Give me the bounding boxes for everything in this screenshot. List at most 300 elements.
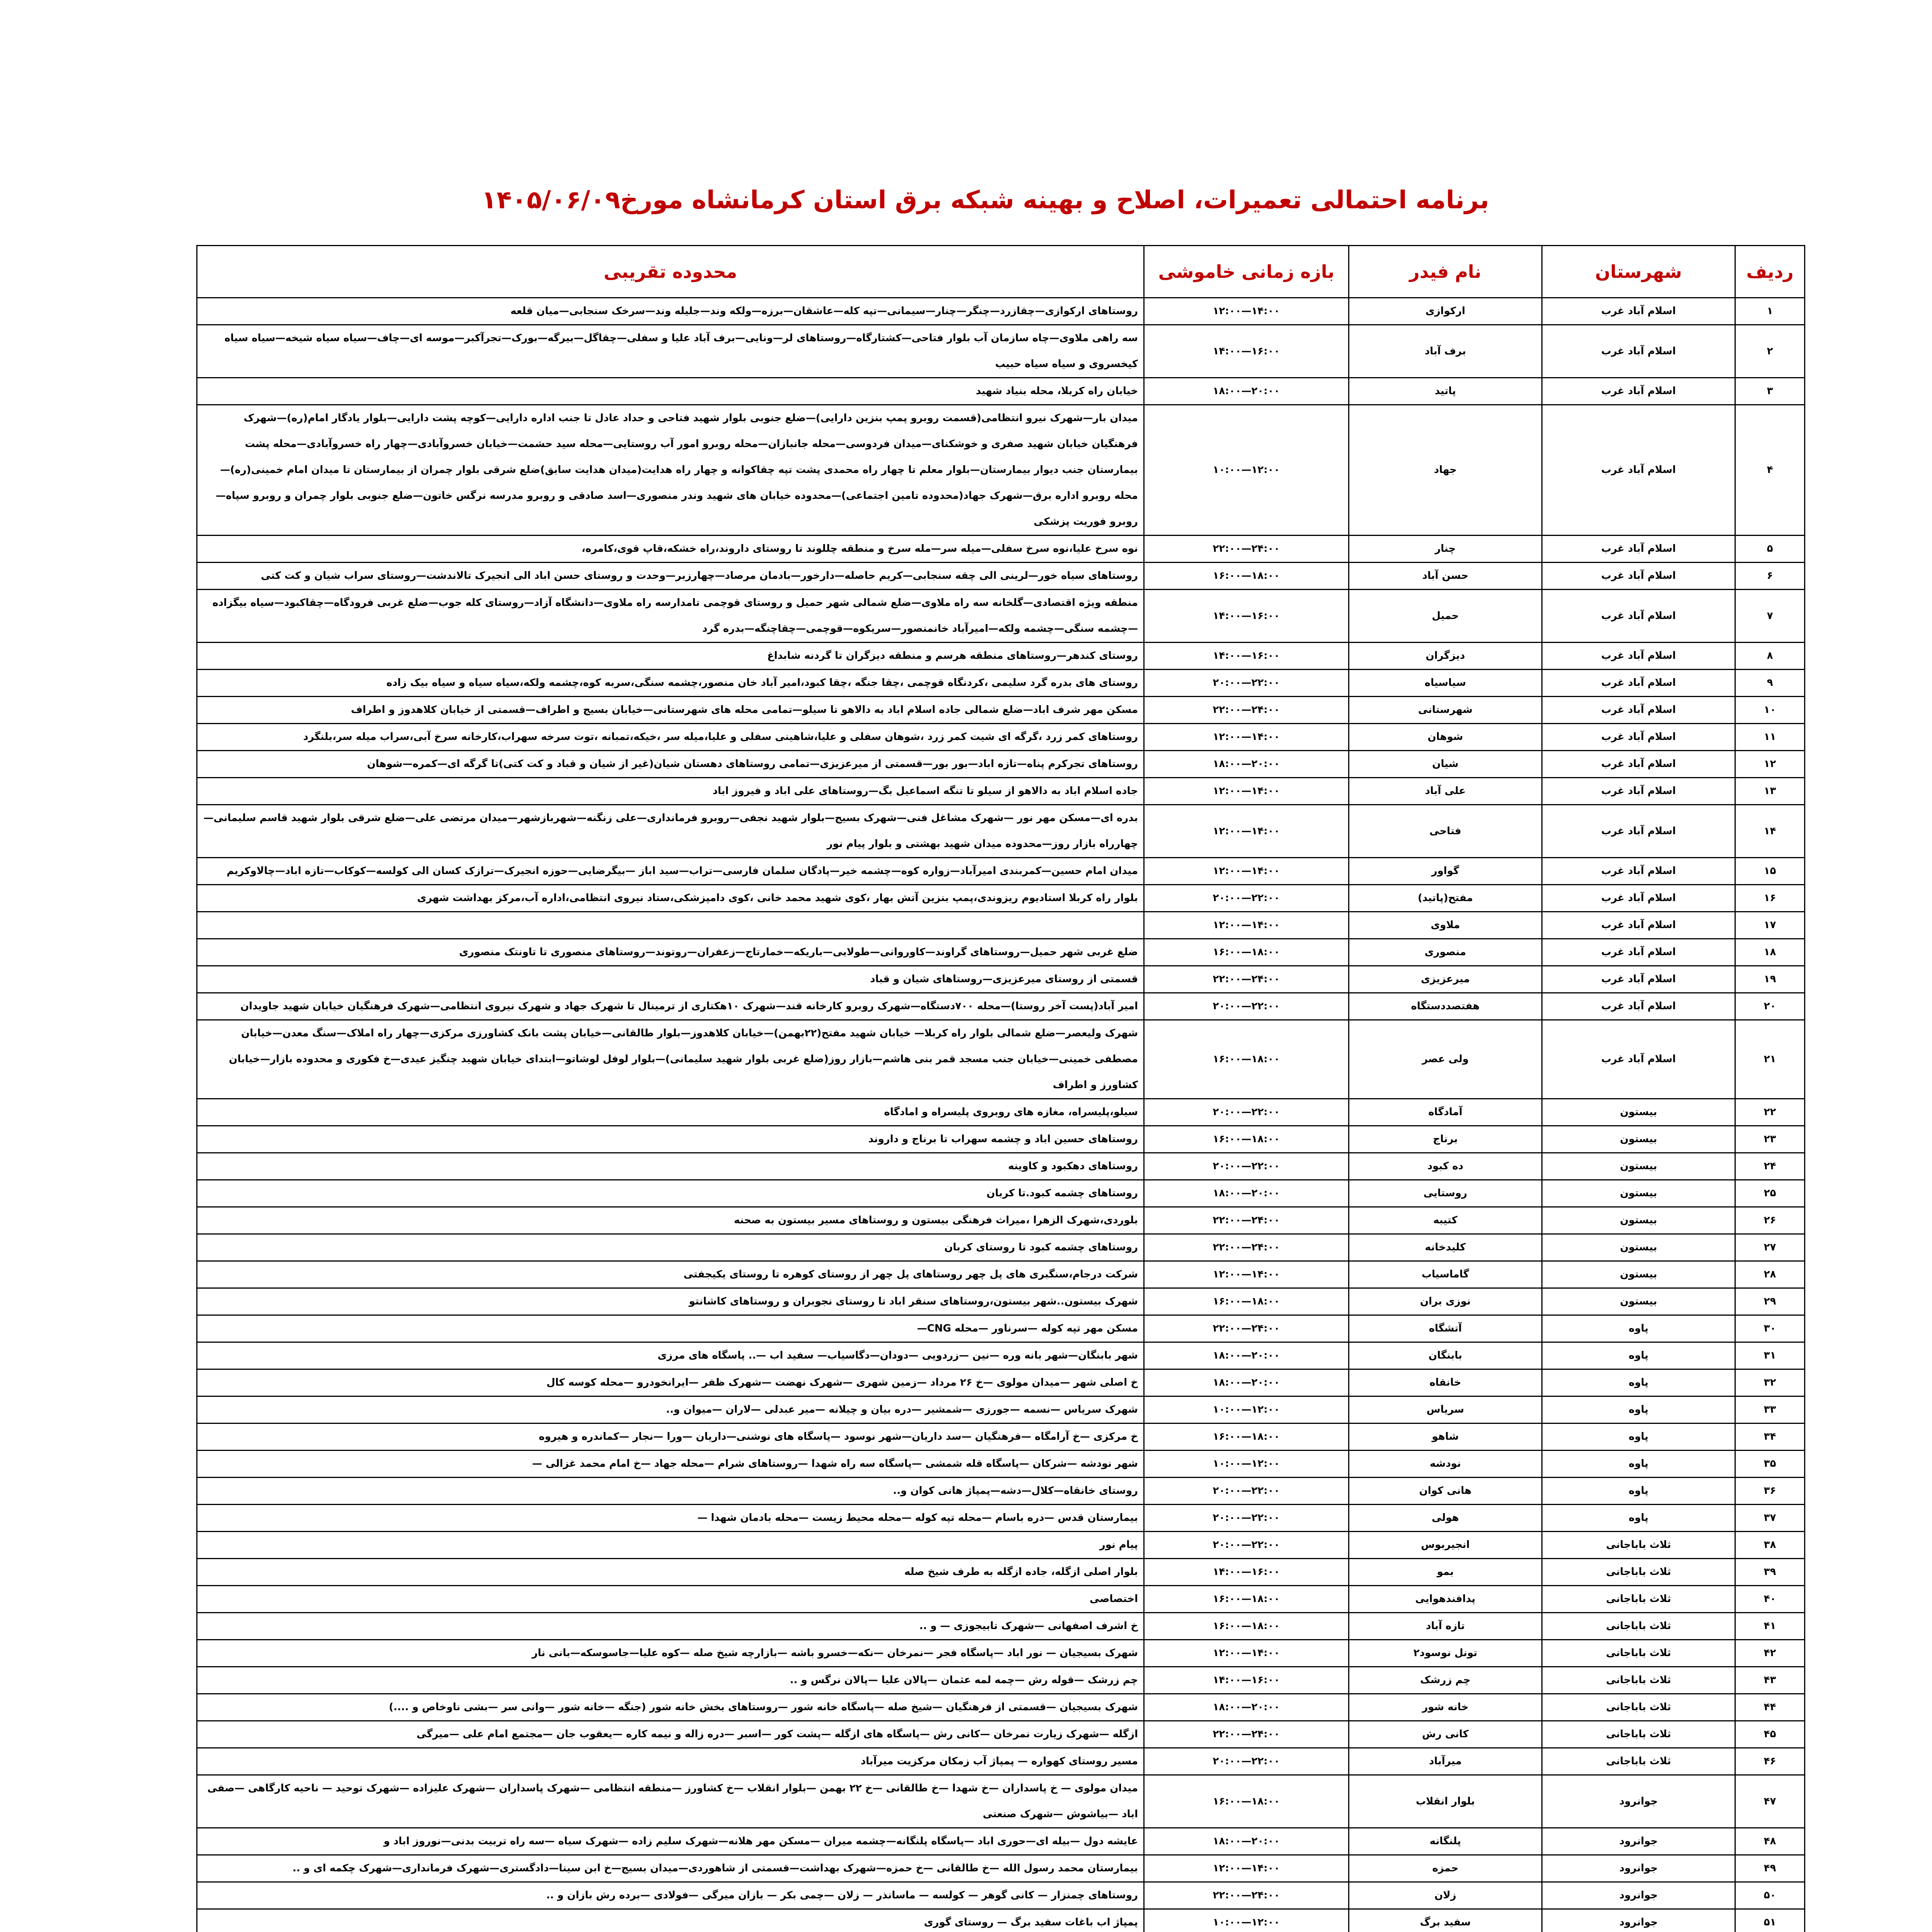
table-row — [197, 1261, 1805, 1288]
area-cell: بلوار اصلی ازگله، جاده ازگله به طرف شیخ صله — [197, 1559, 1144, 1586]
outage-time-cell: ۱۸:۰۰—۲۰:۰۰ — [1144, 378, 1349, 405]
row-number-cell: ۳۳ — [1735, 1396, 1805, 1423]
header-feeder: نام فیدر — [1349, 246, 1542, 298]
area-cell: بلوردی،شهرک الزهرا ،میراث فرهنگی بیستون و روستاهای مسیر بیستون به صحنه — [197, 1207, 1144, 1234]
city-cell: بیستون — [1542, 1288, 1735, 1315]
table-row — [197, 697, 1805, 724]
city-cell: اسلام آباد غرب — [1542, 751, 1735, 778]
feeder-name-cell: حمیل — [1349, 590, 1542, 643]
table-row — [197, 1451, 1805, 1478]
city-cell: بیستون — [1542, 1099, 1735, 1126]
area-cell: شرکت درجام،سنگبری های پل چهر روستاهای پل چهر از روستای کوهره تا روستای یکیجفتی — [197, 1261, 1144, 1288]
area-cell: میدان امام حسین—کمربندی امیرآباد—زواره کوه—چشمه خیر—پادگان سلمان فارسی—تراب—سید اباز —بیگرضایی—حوزه انجیرک—ترازک کسان الی کولسه—کوکاب—تازه اباد—چالاوکریم — [197, 858, 1144, 885]
city-cell: اسلام آباد غرب — [1542, 405, 1735, 536]
area-cell: میدان بار—شهرک نیرو انتظامی(قسمت روبرو پمپ بنزین دارایی)—ضلع جنوبی بلوار شهید فتاحی و حداد عادل تا جنب اداره دارایی—کوچه پشت دارایی—بلوار یادگار امام(ره)—شهرک فرهنگیان خیابان شهید صفری و خوشکنای—میدان فردوسی—محله جانبازان—محله روبرو امور آب روستایی—محله سید حشمت—خیابان خسروآبادی—چهار راه خسروآبادی—محله پشت بیمارستان جنب دیوار بیمارستان—بلوار معلم تا چهار راه محمدی پشت تپه چقاکوانه و چهار راه هدایت(میدان هدایت سابق)ضلع شرقی بلوار چمران از بیمارستان تا میدان امام خمینی(ره)—محله روبرو اداره برق—شهرک جهاد(محدوده تامین اجتماعی)—محدوده خیابان های شهید وندر منصوری—اسد صادقی و روبرو مدرسه نرگس خاتون—ضلع جنوبی بلوار چمران و روبرو سپاه—روبرو فوریت پزشکی — [197, 405, 1144, 536]
city-cell: جوانرود — [1542, 1828, 1735, 1855]
feeder-name-cell: تازه آباد — [1349, 1613, 1542, 1640]
outage-time-cell: ۲۲:۰۰—۲۴:۰۰ — [1144, 536, 1349, 563]
outage-time-cell: ۱۰:۰۰—۱۲:۰۰ — [1144, 1396, 1349, 1423]
row-number-cell: ۷ — [1735, 590, 1805, 643]
city-cell: اسلام آباد غرب — [1542, 378, 1735, 405]
city-cell: ثلاث باباجانی — [1542, 1613, 1735, 1640]
outage-time-cell: ۲۲:۰۰—۲۴:۰۰ — [1144, 697, 1349, 724]
table-row — [197, 1478, 1805, 1505]
table-row — [197, 1909, 1805, 1932]
feeder-name-cell: دیزگران — [1349, 643, 1542, 670]
area-cell: روستاهای ارکوازی—چقازرد—چنگر—چنار—سیمانی—تپه کله—عاشقان—برزه—ولکه وند—جلیله وند—سرخک سنجابی—میان قلعه — [197, 298, 1144, 325]
outage-time-cell: ۱۲:۰۰—۱۴:۰۰ — [1144, 1640, 1349, 1667]
feeder-name-cell: نودشه — [1349, 1451, 1542, 1478]
area-cell: میدان مولوی — خ پاسداران —خ شهدا —خ طالقانی —خ ۲۲ بهمن —بلوار انقلاب —خ کشاورز —منطقه انتظامی —شهرک پاسداران —شهرک علیزاده —شهرک توحید — ناحیه کارگاهی —صفی اباد —بیاشوش —شهرک صنعتی — [197, 1775, 1144, 1828]
feeder-name-cell: شهرستانی — [1349, 697, 1542, 724]
feeder-name-cell: کلیدخانه — [1349, 1234, 1542, 1261]
city-cell: پاوه — [1542, 1369, 1735, 1396]
feeder-name-cell: سیاسیاه — [1349, 670, 1542, 697]
area-cell: مسکن مهر شرف اباد—ضلع شمالی جاده اسلام اباد به دالاهو تا سیلو—تمامی محله های شهرستانی—خیابان بسیج و اطراف—قسمتی از خیابان کلاهدوز و اطراف — [197, 697, 1144, 724]
outage-time-cell: ۲۰:۰۰—۲۲:۰۰ — [1144, 993, 1349, 1020]
city-cell: اسلام آباد غرب — [1542, 885, 1735, 912]
city-cell: ثلاث باباجانی — [1542, 1586, 1735, 1613]
city-cell: اسلام آباد غرب — [1542, 697, 1735, 724]
city-cell: اسلام آباد غرب — [1542, 939, 1735, 966]
outage-time-cell: ۱۶:۰۰—۱۸:۰۰ — [1144, 1288, 1349, 1315]
outage-time-cell: ۱۸:۰۰—۲۰:۰۰ — [1144, 751, 1349, 778]
outage-time-cell: ۱۸:۰۰—۲۰:۰۰ — [1144, 1369, 1349, 1396]
outage-time-cell: ۱۸:۰۰—۲۰:۰۰ — [1144, 1180, 1349, 1207]
feeder-name-cell: سفید برگ — [1349, 1909, 1542, 1932]
city-cell: اسلام آباد غرب — [1542, 1020, 1735, 1099]
row-number-cell: ۴۷ — [1735, 1775, 1805, 1828]
area-cell: مسیر روستای کهواره — پمپاژ آب زمکان مرکزیت میرآباد — [197, 1748, 1144, 1775]
row-number-cell: ۲۹ — [1735, 1288, 1805, 1315]
area-cell: ازگله —شهرک زیارت نمرخان —کانی رش —پاسگاه های ازگله —پشت کور —اسبر —دره زاله و نیمه کاره —یعقوب جان —مجتمع امام علی —میرگی — [197, 1721, 1144, 1748]
area-cell: روستاهای چمنزار — کانی گوهر — کولسه — ماسانذر — زلان —چمی بکر — بازان میرگی —فولادی —برده رش بازان و .. — [197, 1882, 1144, 1909]
outage-schedule-table — [196, 245, 1805, 1932]
table-row — [197, 805, 1805, 858]
area-cell: شهر نودشه —شرکان —پاسگاه قله شمشی —پاسگاه سه راه شهدا —روستاهای شرام —محله جهاد —خ امام محمد غزالی — — [197, 1451, 1144, 1478]
area-cell: روستاهای چشمه کبود تا روستای کربان — [197, 1234, 1144, 1261]
feeder-name-cell: پدافندهوایی — [1349, 1586, 1542, 1613]
row-number-cell: ۴۵ — [1735, 1721, 1805, 1748]
row-number-cell: ۴۲ — [1735, 1640, 1805, 1667]
area-cell: روستاهای دهکبود و کاوینه — [197, 1153, 1144, 1180]
city-cell: اسلام آباد غرب — [1542, 590, 1735, 643]
outage-time-cell: ۲۲:۰۰—۲۴:۰۰ — [1144, 1234, 1349, 1261]
outage-time-cell: ۱۸:۰۰—۲۰:۰۰ — [1144, 1694, 1349, 1721]
feeder-name-cell: گواور — [1349, 858, 1542, 885]
table-row — [197, 751, 1805, 778]
row-number-cell: ۲۲ — [1735, 1099, 1805, 1126]
feeder-name-cell: برف آباد — [1349, 325, 1542, 378]
table-row — [197, 939, 1805, 966]
area-cell: خ اشرف اصفهانی —شهرک تابیجوزی — و .. — [197, 1613, 1144, 1640]
area-cell: بلوار راه کربلا استادیوم ریزوندی،پمپ بنزین آتش بهار ،کوی شهید محمد خانی ،کوی دامپزشکی،ستاد نیروی انتظامی،اداره آب،مرکز بهداشت شهری — [197, 885, 1144, 912]
table-row — [197, 298, 1805, 325]
outage-time-cell: ۱۶:۰۰—۱۸:۰۰ — [1144, 1020, 1349, 1099]
area-cell: سیلو،پلیسراه، مغازه های روبروی پلیسراه و امادگاه — [197, 1099, 1144, 1126]
city-cell: ثلاث باباجانی — [1542, 1694, 1735, 1721]
feeder-name-cell: هولی — [1349, 1505, 1542, 1532]
outage-time-cell: ۱۶:۰۰—۱۸:۰۰ — [1144, 563, 1349, 590]
table-row — [197, 1342, 1805, 1369]
outage-time-cell: ۱۰:۰۰—۱۲:۰۰ — [1144, 405, 1349, 536]
table-body — [197, 298, 1805, 1932]
page-title: برنامه احتمالی تعمیرات، اصلاح و بهینه شبکه برق استان کرمانشاه مورخ۱۴۰۵/۰۶/۰۹ — [481, 186, 1489, 214]
row-number-cell: ۳۶ — [1735, 1478, 1805, 1505]
feeder-name-cell: پاتید — [1349, 378, 1542, 405]
row-number-cell: ۲۳ — [1735, 1126, 1805, 1153]
city-cell: اسلام آباد غرب — [1542, 325, 1735, 378]
outage-time-cell: ۱۶:۰۰—۱۸:۰۰ — [1144, 1126, 1349, 1153]
header-area: محدوده تقریبی — [197, 246, 1144, 298]
city-cell: جوانرود — [1542, 1855, 1735, 1882]
area-cell: خ مرکزی —خ آرامگاه —فرهنگیان —سد داریان—شهر نوسود —پاسگاه های نوشنی—داریان —ورا —نجار —کماندره و هیروه — [197, 1423, 1144, 1451]
feeder-name-cell: ارکوازی — [1349, 298, 1542, 325]
area-cell: روستای های بدره گرد سلیمی ،کردنگاه قوچمی ،چقا جنگه ،چقا کبود،امیر آباد خان منصور،چشمه سنگی،سربه کوه،چشمه ولکه،سیاه سیاه و سیاه بیک زاده — [197, 670, 1144, 697]
table-row — [197, 1396, 1805, 1423]
outage-time-cell: ۱۲:۰۰—۱۴:۰۰ — [1144, 778, 1349, 805]
area-cell: روستاهای چشمه کبود.تا کربان — [197, 1180, 1144, 1207]
city-cell: اسلام آباد غرب — [1542, 643, 1735, 670]
table-row — [197, 1748, 1805, 1775]
area-cell: روستاهای حسین اباد و چشمه سهراب تا برناج و داروند — [197, 1126, 1144, 1153]
feeder-name-cell: آتشگاه — [1349, 1315, 1542, 1342]
area-cell: شهر بابنگان—شهر بانه وره —نین —زردویی —دودان—دگاسیاب— سفید اب —.. پاسگاه های مرزی — [197, 1342, 1144, 1369]
table-row — [197, 1775, 1805, 1828]
feeder-name-cell: میرعزیزی — [1349, 966, 1542, 993]
area-cell: بیمارستان محمد رسول الله —خ طالقانی —خ حمزه—شهرک بهداشت—قسمتی از شاهوردی—میدان بسیج—خ ابن سینا—دادگستری—شهرک فرمانداری—شهرک چکمه ای و .. — [197, 1855, 1144, 1882]
table-row — [197, 378, 1805, 405]
area-cell: قسمتی از روستای میرعزیزی—روستاهای شیان و قباد — [197, 966, 1144, 993]
table-row — [197, 1126, 1805, 1153]
table-row — [197, 536, 1805, 563]
row-number-cell: ۱ — [1735, 298, 1805, 325]
table-row — [197, 1423, 1805, 1451]
feeder-name-cell: علی آباد — [1349, 778, 1542, 805]
row-number-cell: ۱۰ — [1735, 697, 1805, 724]
row-number-cell: ۵۱ — [1735, 1909, 1805, 1932]
feeder-name-cell: زلان — [1349, 1882, 1542, 1909]
area-cell: شهرک بیستون..شهر بیستون،روستاهای سنقر اباد تا روستای نجوبران و روستاهای کاشانتو — [197, 1288, 1144, 1315]
row-number-cell: ۴۴ — [1735, 1694, 1805, 1721]
outage-time-cell: ۱۶:۰۰—۱۸:۰۰ — [1144, 939, 1349, 966]
outage-time-cell: ۲۰:۰۰—۲۲:۰۰ — [1144, 670, 1349, 697]
area-cell: بدره ای—مسکن مهر نور —شهرک مشاغل فنی—شهرک بسیج—بلوار شهید نجفی—روبرو فرمانداری—علی زنگنه—شهربازشهر—میدان مرتضی علی—ضلع شرقی بلوار شهید قاسم سلیمانی—چهارراه بازار روز—محدوده میدان شهید بهشتی و بلوار پیام نور — [197, 805, 1144, 858]
table-row — [197, 1369, 1805, 1396]
outage-time-cell: ۲۰:۰۰—۲۲:۰۰ — [1144, 1505, 1349, 1532]
table-row — [197, 1180, 1805, 1207]
row-number-cell: ۲۷ — [1735, 1234, 1805, 1261]
city-cell: بیستون — [1542, 1234, 1735, 1261]
city-cell: بیستون — [1542, 1207, 1735, 1234]
row-number-cell: ۶ — [1735, 563, 1805, 590]
feeder-name-cell: سریاس — [1349, 1396, 1542, 1423]
feeder-name-cell: شوهان — [1349, 724, 1542, 751]
feeder-name-cell: بمو — [1349, 1559, 1542, 1586]
feeder-name-cell: هفتصددستگاه — [1349, 993, 1542, 1020]
feeder-name-cell: خانقاه — [1349, 1369, 1542, 1396]
table-header — [197, 246, 1805, 298]
table-row — [197, 778, 1805, 805]
table-row — [197, 1855, 1805, 1882]
feeder-name-cell: بابنگان — [1349, 1342, 1542, 1369]
city-cell: اسلام آباد غرب — [1542, 298, 1735, 325]
table-row — [197, 670, 1805, 697]
area-cell: مسکن مهر تپه کوله —سرناور —محله CNG— — [197, 1315, 1144, 1342]
area-cell: پیام نور — [197, 1532, 1144, 1559]
row-number-cell: ۴۶ — [1735, 1748, 1805, 1775]
table-row — [197, 1721, 1805, 1748]
feeder-name-cell: چم زرشک — [1349, 1667, 1542, 1694]
outage-time-cell: ۱۶:۰۰—۱۸:۰۰ — [1144, 1423, 1349, 1451]
table-row — [197, 643, 1805, 670]
feeder-name-cell: مفتح(پاتید) — [1349, 885, 1542, 912]
table-row — [197, 912, 1805, 939]
row-number-cell: ۲۰ — [1735, 993, 1805, 1020]
table-row — [197, 405, 1805, 536]
outage-time-cell: ۲۲:۰۰—۲۴:۰۰ — [1144, 966, 1349, 993]
row-number-cell: ۴۱ — [1735, 1613, 1805, 1640]
header-row — [197, 246, 1805, 298]
area-cell: شهرک سریاس —نسمه —جورزی —شمشیر —دره بیان و چیلانه —میر عبدلی —لاران —میوان و.. — [197, 1396, 1144, 1423]
table-row — [197, 993, 1805, 1020]
feeder-name-cell: ملاوی — [1349, 912, 1542, 939]
row-number-cell: ۳۸ — [1735, 1532, 1805, 1559]
row-number-cell: ۲۴ — [1735, 1153, 1805, 1180]
outage-time-cell: ۱۲:۰۰—۱۴:۰۰ — [1144, 858, 1349, 885]
outage-time-cell: ۱۲:۰۰—۱۴:۰۰ — [1144, 724, 1349, 751]
row-number-cell: ۴۰ — [1735, 1586, 1805, 1613]
outage-time-cell: ۱۲:۰۰—۱۴:۰۰ — [1144, 912, 1349, 939]
row-number-cell: ۱۱ — [1735, 724, 1805, 751]
row-number-cell: ۲ — [1735, 325, 1805, 378]
city-cell: اسلام آباد غرب — [1542, 670, 1735, 697]
row-number-cell: ۳۰ — [1735, 1315, 1805, 1342]
area-cell: پمپاژ اب باغات سفید برگ — روستای گوری — [197, 1909, 1144, 1932]
city-cell: بیستون — [1542, 1153, 1735, 1180]
outage-time-cell: ۱۶:۰۰—۱۸:۰۰ — [1144, 1613, 1349, 1640]
outage-time-cell: ۱۸:۰۰—۲۰:۰۰ — [1144, 1828, 1349, 1855]
outage-time-cell: ۲۲:۰۰—۲۴:۰۰ — [1144, 1721, 1349, 1748]
area-cell: روستاهای کمر زرد ،گرگه ای شیت کمر زرد ،شوهان سفلی و علیا،شاهینی سفلی و علیا،میله سر ،خیکه،تمبانه ،توت سرخه سهراب،کارخانه سرخ آبی،سراب میله سر،بلنگرد — [197, 724, 1144, 751]
area-cell: نوه سرخ علیا،نوه سرخ سفلی—میله سر—مله سرخ و منطقه چللوند تا روستای داروند،راه خشکه،قاپ قوی،کامره، — [197, 536, 1144, 563]
city-cell: پاوه — [1542, 1478, 1735, 1505]
table-row — [197, 1694, 1805, 1721]
area-cell: خیابان راه کربلا، محله بنیاد شهید — [197, 378, 1144, 405]
row-number-cell: ۵۰ — [1735, 1882, 1805, 1909]
table-row — [197, 1234, 1805, 1261]
row-number-cell: ۳۷ — [1735, 1505, 1805, 1532]
row-number-cell: ۲۸ — [1735, 1261, 1805, 1288]
table-row — [197, 1505, 1805, 1532]
feeder-name-cell: فتاحی — [1349, 805, 1542, 858]
feeder-name-cell: شاهو — [1349, 1423, 1542, 1451]
row-number-cell: ۳۴ — [1735, 1423, 1805, 1451]
city-cell: ثلاث باباجانی — [1542, 1532, 1735, 1559]
row-number-cell: ۱۳ — [1735, 778, 1805, 805]
feeder-name-cell: تونل نوسود۲ — [1349, 1640, 1542, 1667]
feeder-name-cell: بلوار انقلاب — [1349, 1775, 1542, 1828]
outage-time-cell: ۲۰:۰۰—۲۲:۰۰ — [1144, 1532, 1349, 1559]
city-cell: اسلام آباد غرب — [1542, 966, 1735, 993]
row-number-cell: ۲۱ — [1735, 1020, 1805, 1099]
city-cell: جوانرود — [1542, 1775, 1735, 1828]
table-row — [197, 858, 1805, 885]
row-number-cell: ۱۵ — [1735, 858, 1805, 885]
area-cell: شهرک بسیجیان —قسمتی از فرهنگیان —شیخ صله —پاسگاه خانه شور —روستاهای بخش خانه شور (جنگه —خانه شور —وانی سر —بشی ناوخاص و ....) — [197, 1694, 1144, 1721]
row-number-cell: ۴ — [1735, 405, 1805, 536]
feeder-name-cell: منصوری — [1349, 939, 1542, 966]
city-cell: ثلاث باباجانی — [1542, 1748, 1735, 1775]
outage-time-cell: ۲۰:۰۰—۲۲:۰۰ — [1144, 1099, 1349, 1126]
outage-time-cell: ۲۲:۰۰—۲۴:۰۰ — [1144, 1207, 1349, 1234]
header-city: شهرستان — [1542, 246, 1735, 298]
city-cell: اسلام آباد غرب — [1542, 563, 1735, 590]
table-row — [197, 1613, 1805, 1640]
area-cell: روستای کندهر—روستاهای منطقه هرسم و منطقه دیزگران تا گردنه شابداغ — [197, 643, 1144, 670]
feeder-name-cell: ولی عصر — [1349, 1020, 1542, 1099]
row-number-cell: ۴۸ — [1735, 1828, 1805, 1855]
city-cell: اسلام آباد غرب — [1542, 778, 1735, 805]
table-row — [197, 1153, 1805, 1180]
table-row — [197, 1559, 1805, 1586]
area-cell: روستاهای تجرکرم پناه—تازه اباد—بور بور—قسمتی از میرعزیزی—تمامی روستاهای دهستان شیان(غیر از شیان و قباد و کت کتی)تا گرگه ای—کمره—شوهان — [197, 751, 1144, 778]
feeder-name-cell: نوزی بران — [1349, 1288, 1542, 1315]
city-cell: پاوه — [1542, 1342, 1735, 1369]
city-cell: پاوه — [1542, 1505, 1735, 1532]
city-cell: پاوه — [1542, 1451, 1735, 1478]
city-cell: ثلاث باباجانی — [1542, 1640, 1735, 1667]
area-cell: عایشه دول —بیله ای—حوری اباد —پاسگاه پلنگانه—چشمه میران —مسکن مهر هلانه—شهرک سلیم زاده —شهرک سیاه —سه راه تربیت بدنی—نوروز اباد و — [197, 1828, 1144, 1855]
feeder-name-cell: شیان — [1349, 751, 1542, 778]
outage-time-cell: ۱۲:۰۰—۱۴:۰۰ — [1144, 1855, 1349, 1882]
city-cell: پاوه — [1542, 1315, 1735, 1342]
feeder-name-cell: آمادگاه — [1349, 1099, 1542, 1126]
row-number-cell: ۳۲ — [1735, 1369, 1805, 1396]
row-number-cell: ۱۷ — [1735, 912, 1805, 939]
header-outage-time: بازه زمانی خاموشی — [1144, 246, 1349, 298]
area-cell: شهرک ولیعصر—ضلع شمالی بلوار راه کربلا— خیابان شهید مفتح(۲۲بهمن)—خیابان کلاهدوز—بلوار طالقانی—خیابان پشت بانک کشاورزی مرکزی—چهار راه املاک—سنگ معدن—خیابان مصطفی خمینی—خیابان جنب مسجد قمر بنی هاشم—بازار روز(ضلع غربی بلوار شهید سلیمانی)—بلوار لوفل لوشاتو—ابتدای خیابان شهید چنگیز عیدی—خ فکوری و محدوده بازار—خیابان کشاورز و اطراف — [197, 1020, 1144, 1099]
feeder-name-cell: کانی رش — [1349, 1721, 1542, 1748]
feeder-name-cell: پلنگانه — [1349, 1828, 1542, 1855]
row-number-cell: ۴۳ — [1735, 1667, 1805, 1694]
header-row-number: ردیف — [1735, 246, 1805, 298]
table-row — [197, 1315, 1805, 1342]
outage-time-cell: ۲۰:۰۰—۲۲:۰۰ — [1144, 1478, 1349, 1505]
outage-time-cell: ۲۲:۰۰—۲۴:۰۰ — [1144, 1315, 1349, 1342]
table-row — [197, 1882, 1805, 1909]
row-number-cell: ۱۴ — [1735, 805, 1805, 858]
feeder-name-cell: کتیبه — [1349, 1207, 1542, 1234]
feeder-name-cell: برناج — [1349, 1126, 1542, 1153]
row-number-cell: ۴۹ — [1735, 1855, 1805, 1882]
outage-time-cell: ۱۲:۰۰—۱۴:۰۰ — [1144, 1261, 1349, 1288]
table-row — [197, 1640, 1805, 1667]
outage-time-cell: ۱۴:۰۰—۱۶:۰۰ — [1144, 643, 1349, 670]
table-row — [197, 1288, 1805, 1315]
table-row — [197, 1020, 1805, 1099]
row-number-cell: ۳۵ — [1735, 1451, 1805, 1478]
table-row — [197, 966, 1805, 993]
outage-time-cell: ۱۰:۰۰—۱۲:۰۰ — [1144, 1909, 1349, 1932]
row-number-cell: ۲۵ — [1735, 1180, 1805, 1207]
city-cell: اسلام آباد غرب — [1542, 912, 1735, 939]
feeder-name-cell: روستایی — [1349, 1180, 1542, 1207]
city-cell: ثلاث باباجانی — [1542, 1721, 1735, 1748]
row-number-cell: ۹ — [1735, 670, 1805, 697]
feeder-name-cell: جهاد — [1349, 405, 1542, 536]
city-cell: بیستون — [1542, 1126, 1735, 1153]
row-number-cell: ۳۱ — [1735, 1342, 1805, 1369]
table-row — [197, 325, 1805, 378]
feeder-name-cell: میرآباد — [1349, 1748, 1542, 1775]
area-cell: چم زرشک —قوله رش —چمه لمه عثمان —پالان علیا —پالان نرگس و .. — [197, 1667, 1144, 1694]
city-cell: ثلاث باباجانی — [1542, 1667, 1735, 1694]
outage-time-cell: ۱۶:۰۰—۱۸:۰۰ — [1144, 1586, 1349, 1613]
feeder-name-cell: هانی کوان — [1349, 1478, 1542, 1505]
outage-time-cell: ۱۴:۰۰—۱۶:۰۰ — [1144, 325, 1349, 378]
city-cell: جوانرود — [1542, 1909, 1735, 1932]
feeder-name-cell: ده کبود — [1349, 1153, 1542, 1180]
outage-time-cell: ۱۴:۰۰—۱۶:۰۰ — [1144, 590, 1349, 643]
area-cell: منطقه ویژه اقتصادی—گلخانه سه راه ملاوی—ضلع شمالی شهر حمیل و روستای قوچمی تامدارسه راه ملاوی—دانشگاه آزاد—روستای کله جوب—ضلع غربی فرودگاه—چقاکبود—سیاه بیگزاده—چشمه سنگی—چشمه ولکه—امیرآباد خانمنصور—سریکوه—قوچمی—چقاچنگه—بدره گرد — [197, 590, 1144, 643]
area-cell: شهرک بسیجیان — نور اباد —پاسگاه فجر —نمرخان —نکه—خسرو باشه —بازارچه شیخ صله —کوه علیا—جاسوسکه—بانی نار — [197, 1640, 1144, 1667]
table-row — [197, 1532, 1805, 1559]
city-cell: اسلام آباد غرب — [1542, 858, 1735, 885]
city-cell: اسلام آباد غرب — [1542, 805, 1735, 858]
table-row — [197, 885, 1805, 912]
city-cell: اسلام آباد غرب — [1542, 724, 1735, 751]
schedule-table-container — [196, 245, 1805, 1932]
feeder-name-cell: انجیربوس — [1349, 1532, 1542, 1559]
outage-time-cell: ۲۲:۰۰—۲۴:۰۰ — [1144, 1882, 1349, 1909]
outage-time-cell: ۱۶:۰۰—۱۸:۰۰ — [1144, 1775, 1349, 1828]
city-cell: جوانرود — [1542, 1882, 1735, 1909]
city-cell: بیستون — [1542, 1261, 1735, 1288]
city-cell: پاوه — [1542, 1396, 1735, 1423]
row-number-cell: ۱۸ — [1735, 939, 1805, 966]
row-number-cell: ۳ — [1735, 378, 1805, 405]
feeder-name-cell: حمزه — [1349, 1855, 1542, 1882]
feeder-name-cell: چنار — [1349, 536, 1542, 563]
row-number-cell: ۱۹ — [1735, 966, 1805, 993]
table-row — [197, 1667, 1805, 1694]
feeder-name-cell: گاماسیاب — [1349, 1261, 1542, 1288]
area-cell: بیمارستان قدس —دره باسام —محله تپه کوله —محله محیط زیست —محله بادمان شهدا — — [197, 1505, 1144, 1532]
outage-time-cell: ۲۰:۰۰—۲۲:۰۰ — [1144, 1153, 1349, 1180]
table-row — [197, 1586, 1805, 1613]
area-cell: امیر آباد(پست آخر روستا)—محله ۷۰۰دستگاه—شهرک روبرو کارخانه قند—شهرک ۱۰هکتاری از ترمینال تا شهرک جهاد و شهرک نیروی انتظامی—شهرک فرهنگیان خیابان شهید جاویدان — [197, 993, 1144, 1020]
table-row — [197, 1207, 1805, 1234]
table-row — [197, 590, 1805, 643]
table-row — [197, 1099, 1805, 1126]
row-number-cell: ۵ — [1735, 536, 1805, 563]
row-number-cell: ۳۹ — [1735, 1559, 1805, 1586]
outage-time-cell: ۱۲:۰۰—۱۴:۰۰ — [1144, 805, 1349, 858]
row-number-cell: ۸ — [1735, 643, 1805, 670]
outage-time-cell: ۱۴:۰۰—۱۶:۰۰ — [1144, 1559, 1349, 1586]
feeder-name-cell: خانه شور — [1349, 1694, 1542, 1721]
city-cell: اسلام آباد غرب — [1542, 993, 1735, 1020]
area-cell: خ اصلی شهر —میدان مولوی —خ ۲۶ مرداد —زمین شهری —شهرک نهضت —شهرک ظفر —ایرانخودرو —محله کوسه کال — [197, 1369, 1144, 1396]
outage-time-cell: ۱۲:۰۰—۱۴:۰۰ — [1144, 298, 1349, 325]
area-cell: سه راهی ملاوی—چاه سازمان آب بلوار فتاحی—کشتارگاه—روستاهای لر—ونایی—برف آباد علیا و سفلی—چقاگل—بیرگه—بورک—تجرآکبر—موسه ای—چاف—سیاه سیاه شیخه—سیاه سیاه کیخسروی و سیاه سیاه حبیب — [197, 325, 1144, 378]
outage-time-cell: ۱۸:۰۰—۲۰:۰۰ — [1144, 1342, 1349, 1369]
city-cell: ثلاث باباجانی — [1542, 1559, 1735, 1586]
area-cell: جاده اسلام اباد به دالاهو از سیلو تا تنگه اسماعیل بگ—روستاهای علی اباد و فیروز اباد — [197, 778, 1144, 805]
table-row — [197, 724, 1805, 751]
area-cell — [197, 912, 1144, 939]
